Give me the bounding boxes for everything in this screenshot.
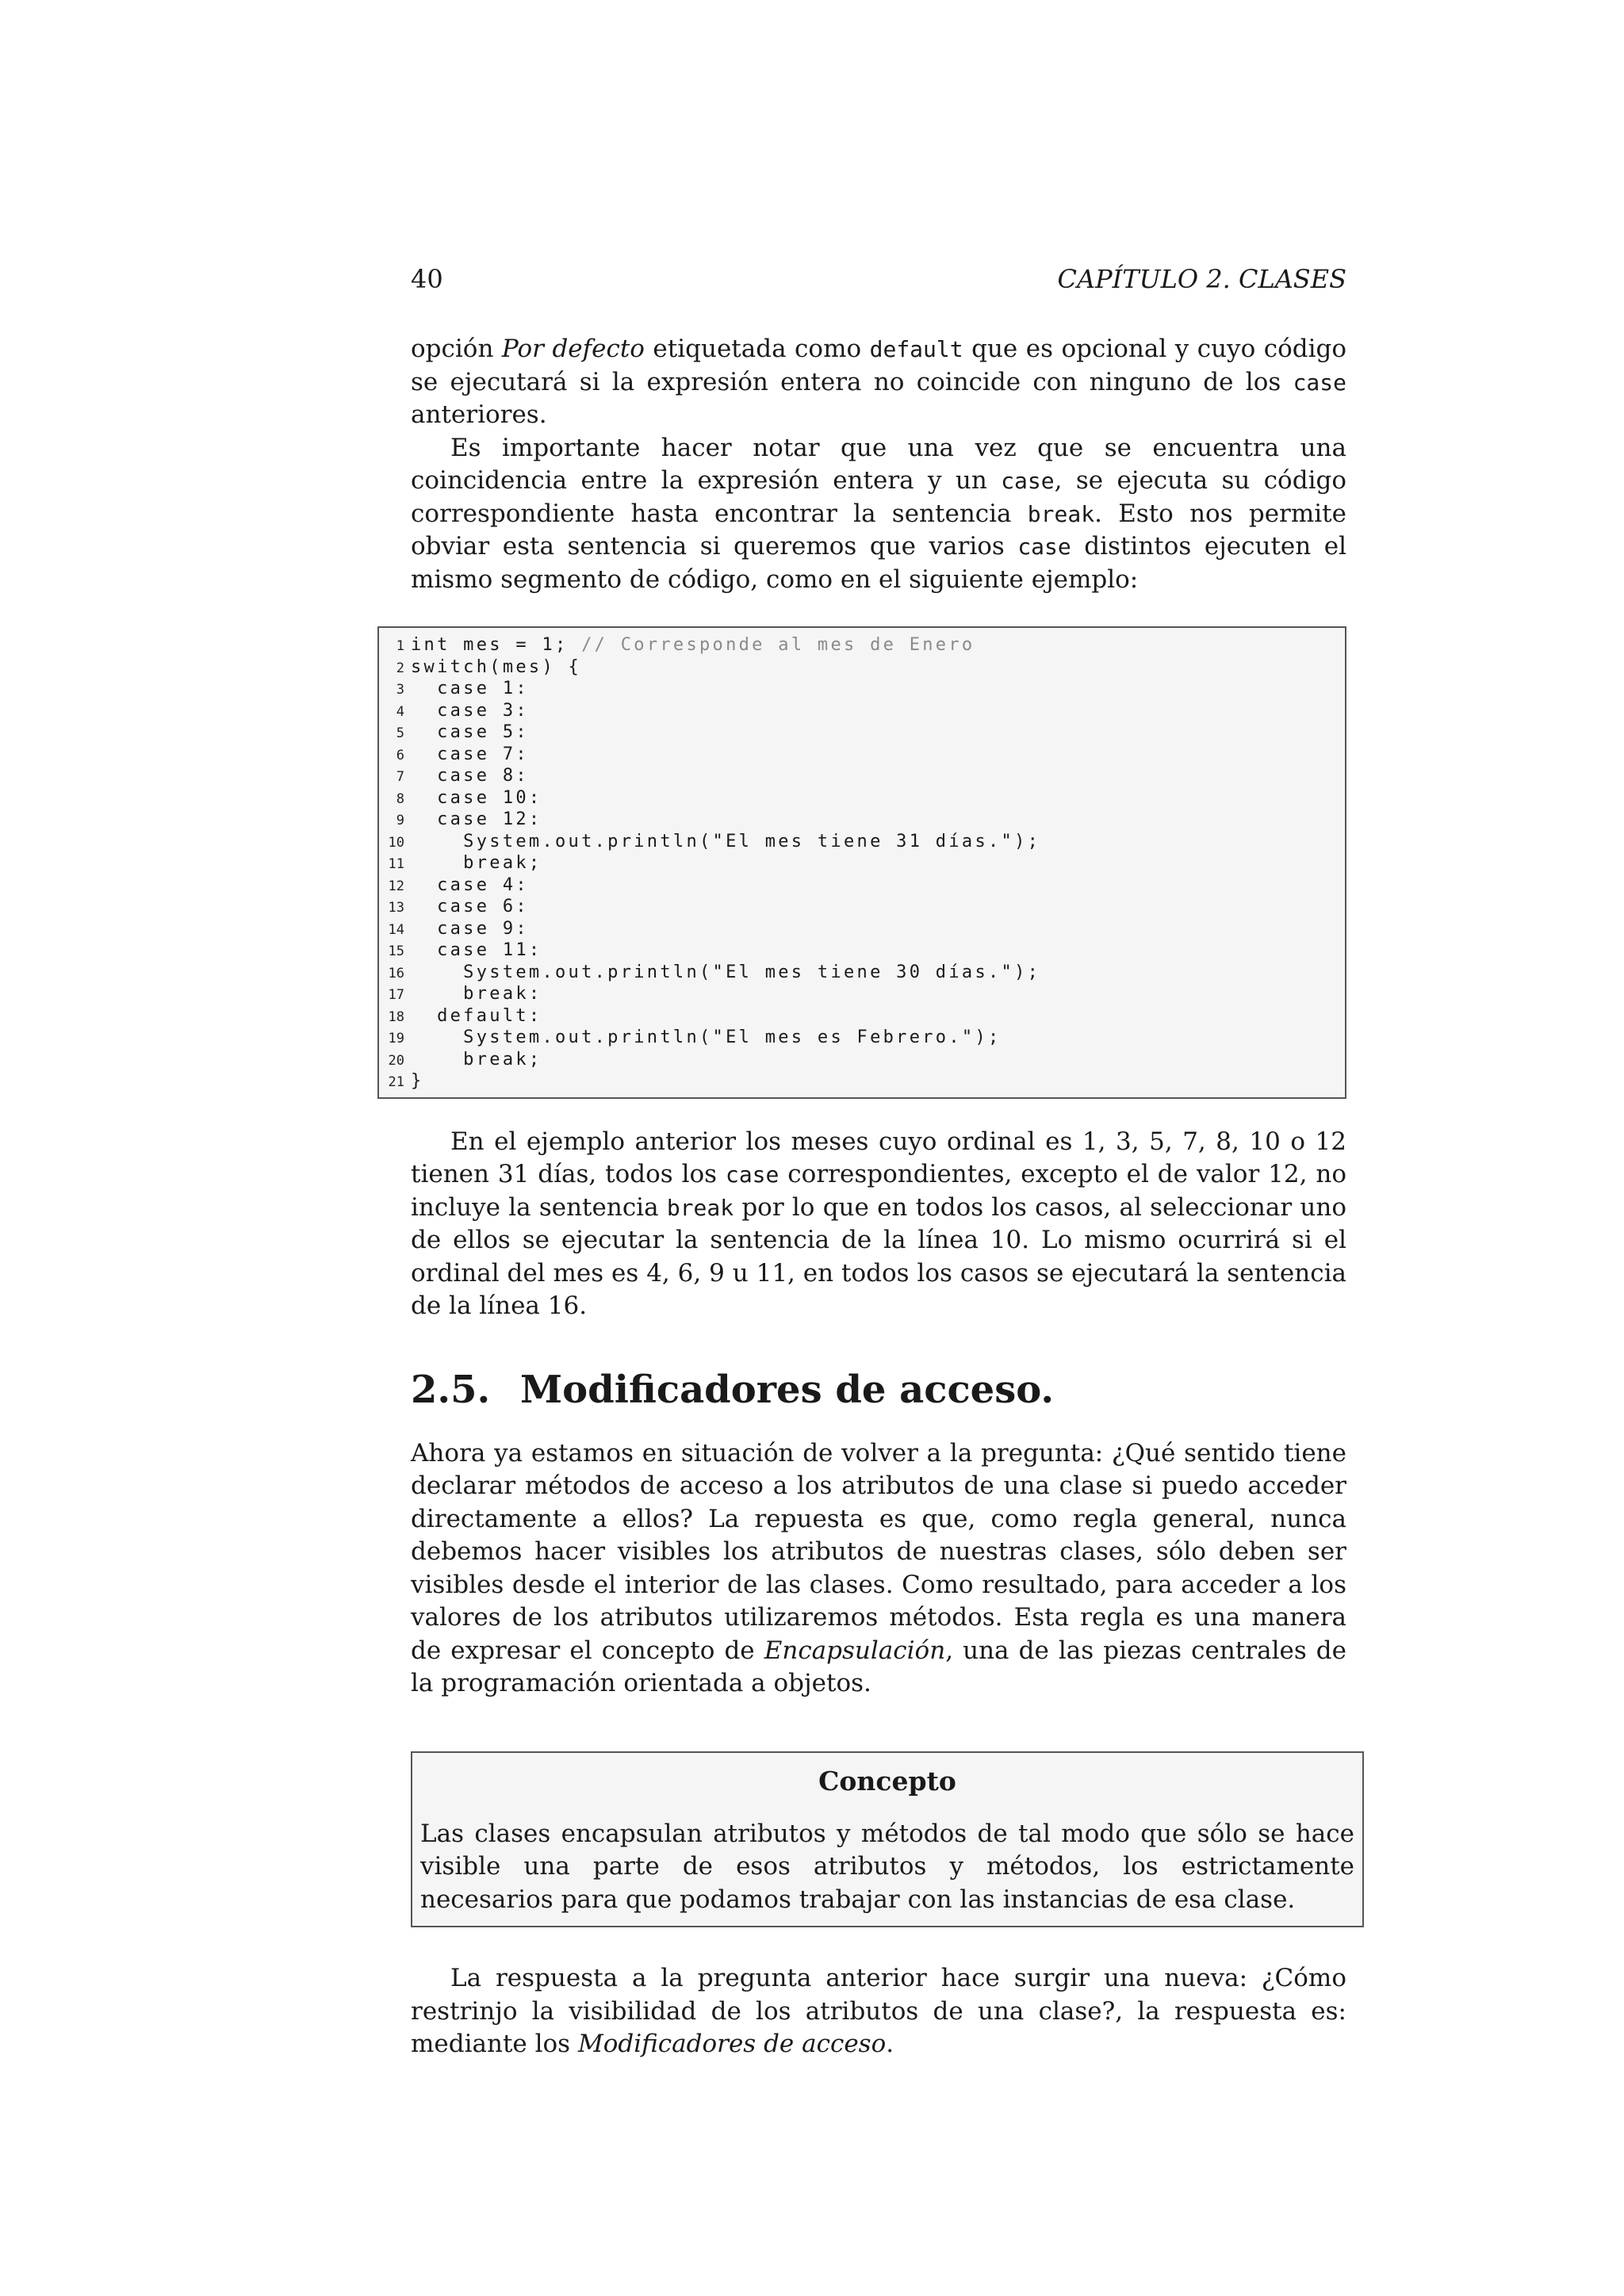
code-line (379, 939, 1345, 962)
code-line (379, 1005, 1345, 1027)
line-number: 8 (396, 790, 404, 807)
code-text (404, 656, 581, 679)
line-number: 6 (396, 747, 404, 763)
text-run: opción (411, 335, 502, 363)
code-statement: System.out.println("El mes tiene 30 días."); (411, 962, 1041, 982)
code-statement: case 3: (411, 700, 529, 721)
text-run: En el ejemplo anterior los meses cuyo ordinal es 1, 3, 5, 7, 8, 10 o 12 tienen 31 días, todos los (411, 1127, 1346, 1188)
code-text (404, 896, 529, 918)
line-number: 15 (388, 943, 404, 959)
code-line (379, 787, 1345, 809)
code-statement: case 4: (411, 874, 529, 895)
line-number: 21 (388, 1074, 404, 1090)
code-keyword-break: break (1027, 500, 1095, 527)
code-statement: case 8: (411, 766, 529, 786)
intro-paragraph-2 (411, 432, 1346, 597)
code-statement: System.out.println("El mes tiene 31 días."); (411, 831, 1041, 851)
code-line (379, 656, 1345, 679)
code-line (379, 983, 1345, 1005)
line-number: 11 (388, 856, 404, 872)
code-line (379, 896, 1345, 918)
code-line (379, 1070, 1345, 1093)
text-run: por lo que en todos los casos, al seleccionar uno de ellos se ejecutar la sentencia de la línea 10. Lo mismo ocurrirá si el ordinal del mes es 4, 6, 9 u 11, en todos los casos se ejecutará la sentencia de la línea 16. (411, 1192, 1347, 1320)
line-number: 20 (388, 1052, 404, 1069)
text-run: , se ejecuta su código correspondiente hasta encontrar la sentencia (411, 466, 1346, 528)
code-comment: // Corresponde al mes de Enero (581, 635, 975, 655)
text-run: . (886, 2030, 894, 2058)
code-statement: int mes = 1; (411, 635, 582, 655)
code-statement: System.out.println("El mes es Febrero."); (411, 1027, 1002, 1047)
text-run: que es opcional y cuyo código se ejecutará si la expresión entera no coincide con ninguno de los (411, 335, 1346, 396)
code-text (404, 744, 529, 766)
code-text (404, 1027, 1002, 1049)
code-text (404, 765, 529, 787)
code-statement: break; (411, 1049, 542, 1070)
line-number: 3 (396, 682, 404, 698)
code-line (379, 765, 1345, 787)
code-text (404, 1049, 542, 1071)
code-statement: case 1: (411, 679, 529, 698)
section-number: 2.5. (411, 1367, 491, 1412)
code-text (404, 852, 542, 874)
code-text (404, 874, 529, 897)
chapter-title: CAPÍTULO 2. CLASES (1057, 264, 1346, 294)
intro-paragraph-1 (411, 333, 1346, 432)
code-text (404, 678, 529, 700)
code-keyword-case: case (1017, 534, 1071, 560)
line-number: 16 (388, 965, 404, 982)
code-text (404, 721, 529, 744)
concept-title: Concepto (818, 1765, 956, 1797)
code-statement: case 10: (411, 787, 542, 808)
code-keyword-default: default (869, 336, 963, 362)
running-header (411, 263, 1346, 295)
section-body-paragraph (411, 1437, 1346, 1701)
code-text (404, 700, 529, 722)
code-text (404, 1070, 424, 1093)
text-run: Ahora ya estamos en situación de volver a la pregunta: ¿Qué sentido tiene declarar métodos de acceso a los atributos de una clase si puedo acceder directamente a ellos? La repuesta es que, como regla general, nunca debemos hacer visibles los atributos de nuestras clases, sólo deben ser visibles desde el interior de las clases. Como resultado, para acceder a los valores de los atributos utilizaremos métodos. Esta regla es una manera de expresar el concepto de (411, 1438, 1346, 1665)
code-text (404, 983, 542, 1005)
code-text (404, 787, 542, 809)
code-text (404, 809, 542, 831)
text-run: Es importante hacer notar que una vez que se encuentra una coincidencia entre la expresión entera y un (411, 433, 1346, 495)
emphasis-encapsulacion: Encapsulación (764, 1636, 946, 1665)
text-run: anteriores. (411, 400, 547, 429)
code-line (379, 874, 1345, 897)
closing-paragraph (411, 1962, 1346, 2061)
text-run: , una de las piezas centrales de la programación orientada a objetos. (411, 1636, 1346, 1697)
code-line (379, 962, 1345, 984)
code-statement: switch(mes) { (411, 656, 582, 677)
code-statement: break; (411, 853, 542, 873)
line-number: 17 (388, 987, 404, 1003)
line-number: 19 (388, 1031, 404, 1047)
code-statement: case 6: (411, 897, 529, 916)
code-statement: default: (411, 1005, 542, 1026)
explanation-paragraph (411, 1126, 1346, 1323)
emphasis-modificadores: Modificadores de acceso (577, 2030, 887, 2058)
code-text (404, 634, 975, 656)
line-number: 1 (396, 638, 404, 654)
text-run: etiquetada como (644, 335, 870, 363)
code-text (404, 831, 1040, 853)
code-line (379, 634, 1345, 656)
code-line (379, 809, 1345, 831)
line-number: 12 (388, 878, 404, 894)
code-text (404, 918, 529, 940)
code-line (379, 1049, 1345, 1071)
code-keyword-case: case (725, 1161, 779, 1188)
text-run: correspondientes, excepto el de valor 12, no incluye la sentencia (411, 1160, 1346, 1222)
code-line (379, 678, 1345, 700)
code-line (379, 852, 1345, 874)
code-line (379, 721, 1345, 744)
section-heading (411, 1366, 1346, 1414)
section-title: Modificadores de acceso. (520, 1367, 1055, 1412)
code-text (404, 962, 1040, 984)
line-number: 2 (396, 660, 404, 676)
code-statement: } (411, 1071, 424, 1091)
code-statement: case 9: (411, 918, 529, 939)
code-keyword-case: case (1001, 468, 1055, 494)
code-keyword-case: case (1293, 369, 1346, 396)
emphasis-por-defecto: Por defecto (501, 335, 645, 363)
line-number: 18 (388, 1008, 404, 1025)
text-run: distintos ejecuten el mismo segmento de código, como en el siguiente ejemplo: (411, 532, 1346, 594)
code-statement: case 11: (411, 940, 542, 960)
line-number: 13 (388, 900, 404, 916)
line-number: 10 (388, 834, 404, 851)
code-text (404, 939, 542, 962)
line-number: 5 (396, 725, 404, 741)
concept-box (411, 1751, 1364, 1928)
code-line (379, 744, 1345, 766)
page-number: 40 (411, 264, 443, 294)
concept-text: Las clases encapsulan atributos y métodos de tal modo que sólo se hace visible una parte de esos atributos y métodos, los estrictamente necesarios para que podamos trabajar con las instancias de esa clase. (420, 1819, 1354, 1914)
code-statement: case 7: (411, 744, 529, 764)
code-statement: break: (411, 984, 542, 1004)
line-number: 4 (396, 703, 404, 720)
code-text (404, 1005, 542, 1027)
code-line (379, 918, 1345, 940)
code-line (379, 700, 1345, 722)
code-line (379, 1027, 1345, 1049)
line-number: 14 (388, 921, 404, 938)
text-run: La respuesta a la pregunta anterior hace surgir una nueva: ¿Cómo restrinjo la visibilidad de los atributos de una clase?, la respuesta es: mediante los (411, 1964, 1346, 2058)
code-line (379, 831, 1345, 853)
code-keyword-break: break (666, 1194, 734, 1221)
book-page (388, 263, 1354, 2061)
line-number: 9 (396, 813, 404, 828)
code-listing (377, 626, 1346, 1099)
code-statement: case 5: (411, 722, 529, 742)
line-number: 7 (396, 769, 404, 785)
code-statement: case 12: (411, 809, 542, 829)
text-run: . Esto nos permite obviar esta sentencia si queremos que varios (411, 499, 1346, 561)
